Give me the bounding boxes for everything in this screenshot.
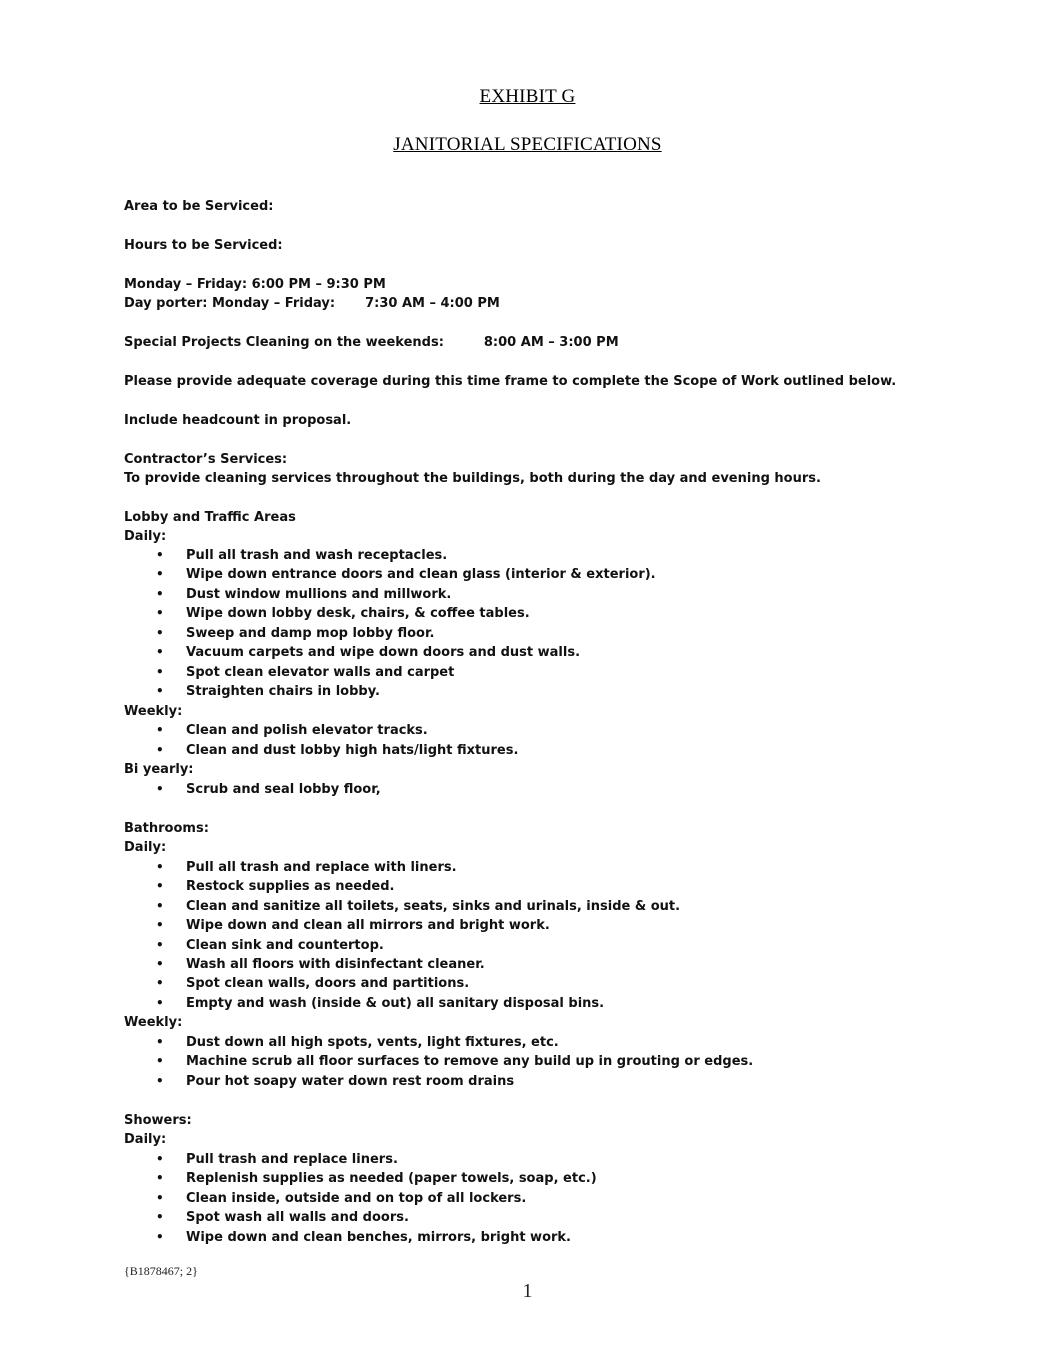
document-page: EXHIBIT G JANITORIAL SPECIFICATIONS Area to be Serviced: Hours to be Serviced: Monday – Friday: 6:00 PM – 9:30 PM Day porter: Monday – Friday: 7:30 AM – 4:00 PM Special Projects Cleaning on the weekends: 8:00 AM – 3:00 PM Please provide adequate coverage during this time frame to complete the Scope of Work outlined below. Include headcount in proposal. Contractor’s Services: To provide cleaning services throughout the buildings, both during the day and evening hours. Lobby and Traffic Areas Daily: • Pull all trash and wash receptacles. • Wipe down entrance doors and clean glass (interior & exterior). • Dust window mullions and millwork. • Wipe down lobby desk, chairs, & coffee tables. • Sweep and damp mop lobby floor. • Vacuum carpets and wipe down doors and dust walls. • Spot clean elevator walls and carpet • Straighten chairs in lobby. Weekly: • Clean and polish elevator tracks. • Clean and dust lobby high hats/light fixtures. Bi yearly: • Scrub and seal lobby floor, Bathrooms: Daily: • Pull all trash and replace with liners. • Restock supplies as needed. • Clean and sanitize all toilets, seats, sinks and urinals, inside & out. • Wipe down and clean all mirrors and bright work. • Clean sink and countertop. • Wash all floors with disinfectant cleaner. • Spot clean walls, doors and partitions. • Empty and wash (inside & out) all sanitary disposal bins. Weekly: • Dust down all high spots, vents, light fixtures, etc. • Machine scrub all floor surfaces to remove any build up in grouting or edges. • Pour hot soapy water down rest room drains Showers: Daily: • Pull trash and replace liners. • Replenish supplies as needed (paper towels, soap, etc.) • Clean inside, outside and on top of all lockers. • Spot wash all walls and doors. • Wipe down and clean benches, mirrors, bright work. {B1878467; 2} 1	[0, 0, 1055, 1365]
contractor-services-label: Contractor’s Services:	[124, 452, 288, 467]
bullet-icon: •	[156, 684, 164, 698]
bullet-icon: •	[156, 723, 164, 737]
headcount-note: Include headcount in proposal.	[124, 413, 352, 428]
bullet-icon: •	[156, 743, 164, 757]
lobby-heading: Lobby and Traffic Areas	[124, 510, 296, 525]
bullet-icon: •	[156, 626, 164, 640]
document-id: {B1878467; 2}	[124, 1264, 198, 1278]
bullet-icon: •	[156, 1230, 164, 1244]
hours-label: Hours to be Serviced:	[124, 238, 283, 253]
bullet-icon: •	[156, 957, 164, 971]
special-projects-line	[124, 333, 619, 352]
special-projects-label: Special Projects Cleaning on the weekends:	[124, 335, 444, 350]
bullet-icon: •	[156, 1074, 164, 1088]
page-number: 1	[522, 1280, 533, 1302]
lobby-daily-label: Daily:	[124, 529, 167, 544]
bullet-icon: •	[156, 587, 164, 601]
bullet-icon: •	[156, 782, 164, 796]
lobby-biyearly-label: Bi yearly:	[124, 762, 194, 777]
bullet-icon: •	[156, 899, 164, 913]
bullet-icon: •	[156, 1035, 164, 1049]
day-porter-hours: 7:30 AM – 4:00 PM	[365, 296, 500, 311]
day-porter-label: Day porter: Monday – Friday:	[124, 296, 336, 311]
bullet-icon: •	[156, 1171, 164, 1185]
bullet-icon: •	[156, 548, 164, 562]
special-projects-hours: 8:00 AM – 3:00 PM	[483, 335, 619, 350]
day-porter-line	[124, 294, 500, 313]
bathrooms-heading: Bathrooms:	[124, 821, 209, 836]
bullet-icon: •	[156, 567, 164, 581]
bathrooms-weekly-label: Weekly:	[124, 1015, 183, 1030]
exhibit-heading: EXHIBIT G	[479, 86, 576, 107]
bullet-icon: •	[156, 1152, 164, 1166]
area-label: Area to be Serviced:	[124, 199, 274, 214]
bullet-icon: •	[156, 1210, 164, 1224]
bullet-icon: •	[156, 1191, 164, 1205]
bullet-icon: •	[156, 918, 164, 932]
bullet-icon: •	[156, 665, 164, 679]
weekday-hours: Monday – Friday: 6:00 PM – 9:30 PM	[124, 277, 386, 292]
bullet-icon: •	[156, 879, 164, 893]
bullet-icon: •	[156, 645, 164, 659]
bullet-icon: •	[156, 996, 164, 1010]
bullet-icon: •	[156, 606, 164, 620]
showers-daily-label: Daily:	[124, 1132, 167, 1147]
coverage-note: Please provide adequate coverage during this time frame to complete the Scope of Work outlined below.	[124, 374, 897, 389]
showers-heading: Showers:	[124, 1113, 192, 1128]
document-title: JANITORIAL SPECIFICATIONS	[393, 134, 662, 155]
contractor-services-text: To provide cleaning services throughout the buildings, both during the day and evening hours.	[124, 471, 821, 486]
bullet-icon: •	[156, 1054, 164, 1068]
bathrooms-daily-label: Daily:	[124, 840, 167, 855]
lobby-weekly-label: Weekly:	[124, 704, 183, 719]
bullet-icon: •	[156, 976, 164, 990]
bullet-icon: •	[156, 938, 164, 952]
bullet-icon: •	[156, 860, 164, 874]
